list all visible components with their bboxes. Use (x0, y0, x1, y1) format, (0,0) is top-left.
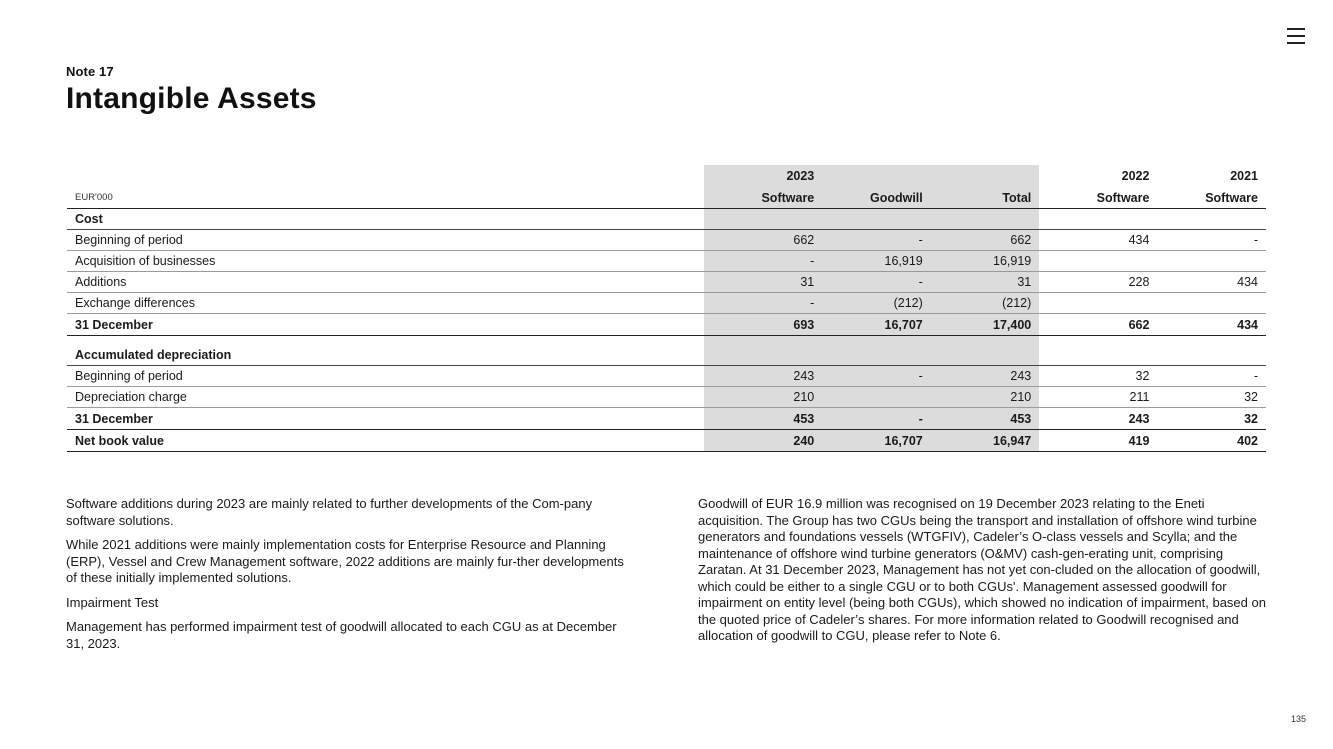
cell: - (704, 293, 822, 314)
cell: 434 (1039, 230, 1157, 251)
net-book-value-row (67, 430, 1266, 452)
row-label: Acquisition of businesses (67, 251, 704, 272)
cell: - (822, 408, 931, 430)
cell: (212) (822, 293, 931, 314)
cell: - (1157, 366, 1266, 387)
cell: - (822, 366, 931, 387)
column-header: Total (931, 187, 1040, 209)
cell: 211 (1039, 387, 1157, 408)
cell: 16,919 (822, 251, 931, 272)
column-header: Goodwill (822, 187, 931, 209)
hamburger-menu-icon[interactable] (1287, 27, 1305, 45)
cell: - (704, 251, 822, 272)
cell: 693 (704, 314, 822, 336)
cell: 210 (704, 387, 822, 408)
cell: 16,707 (822, 314, 931, 336)
table-row (67, 387, 1266, 408)
cell: 228 (1039, 272, 1157, 293)
note-label: Note 17 (66, 64, 114, 79)
paragraph: Goodwill of EUR 16.9 million was recognised on 19 December 2023 relating to the Eneti acquisition. The Group has two CGUs being the transport and installation of offshore wind turbine generators and foundations vessels (WTGFIV), Cadeler’s O-class vessels and Scylla; and the maintenance of offshore wind turbine generators (O&MV) cash-gen-erating unit, comprising Zaratan. At 31 December 2023, Management has not yet con-cluded on the allocation of goodwill, which could be either to a single CGU or to both CGUs'. Management assessed goodwill for impairment on entity level (being both CGUs), which showed no indication of impairment, based on the quoted price of Cadeler’s shares. For more information related to Goodwill recognised and allocation of goodwill to CGU, please refer to Note 6. (698, 496, 1266, 643)
row-label: Depreciation charge (67, 387, 704, 408)
cell (822, 387, 931, 408)
cell: 32 (1039, 366, 1157, 387)
total-row-depreciation (67, 408, 1266, 430)
right-text-column (698, 496, 1268, 653)
year-2022: 2022 (1121, 169, 1150, 183)
cell: 31 (704, 272, 822, 293)
column-header-row (67, 187, 1266, 209)
menu-bar (1287, 35, 1305, 37)
cell: 32 (1157, 408, 1266, 430)
subheading-impairment-test: Impairment Test (66, 594, 159, 610)
paragraph: Software additions during 2023 are mainly related to further developments of the Com-pany software solutions. (66, 496, 593, 528)
empty-cell (67, 165, 704, 187)
section-label: Accumulated depreciation (67, 345, 704, 366)
cell: 243 (704, 366, 822, 387)
left-text-column (66, 496, 628, 660)
row-label: Additions (67, 272, 704, 293)
cell: (212) (931, 293, 1040, 314)
cell (1157, 293, 1266, 314)
row-label: Beginning of period (67, 366, 704, 387)
cell: - (1157, 230, 1266, 251)
cell (1039, 293, 1157, 314)
cell: 16,919 (931, 251, 1040, 272)
section-header-accumulated-depreciation (67, 345, 1266, 366)
cell: 662 (1039, 314, 1157, 336)
page-title: Intangible Assets (66, 82, 317, 115)
spacer-row (67, 336, 1266, 346)
cell: 662 (931, 230, 1040, 251)
cell: 402 (1157, 430, 1266, 452)
section-header-cost (67, 209, 1266, 230)
cell: 434 (1157, 272, 1266, 293)
cell: 419 (1039, 430, 1157, 452)
page-number: 135 (1291, 714, 1307, 724)
row-label: Exchange differences (67, 293, 704, 314)
row-label: Net book value (67, 430, 704, 452)
menu-bar (1287, 42, 1305, 44)
menu-bar (1287, 28, 1305, 30)
table-row (67, 251, 1266, 272)
row-label: 31 December (67, 314, 704, 336)
year-2021: 2021 (1230, 169, 1258, 183)
cell (1039, 251, 1157, 272)
year-header-row (67, 165, 1266, 187)
column-header: Software (1157, 187, 1266, 209)
cell: 453 (704, 408, 822, 430)
intangible-assets-table (67, 165, 1266, 452)
cell: 16,707 (822, 430, 931, 452)
cell: 453 (931, 408, 1040, 430)
paragraph: Management has performed impairment test of goodwill allocated to each CGU as at December 31, 2023. (66, 619, 617, 651)
empty-cell (931, 165, 1040, 187)
table-row (67, 366, 1266, 387)
table-row (67, 272, 1266, 293)
cell: 434 (1157, 314, 1266, 336)
row-label: Beginning of period (67, 230, 704, 251)
paragraph: While 2021 additions were mainly implementation costs for Enterprise Resource and Planning (ERP), Vessel and Crew Management software, 2022 additions are mainly fur-ther developments of these initially implemented solutions. (66, 537, 624, 585)
cell: 243 (931, 366, 1040, 387)
unit-label: EUR'000 (67, 187, 704, 209)
cell (1157, 251, 1266, 272)
section-label: Cost (67, 209, 704, 230)
year-2023: 2023 (704, 165, 822, 187)
column-header: Software (1039, 187, 1157, 209)
cell: 16,947 (931, 430, 1040, 452)
cell: 243 (1039, 408, 1157, 430)
table-row (67, 230, 1266, 251)
table-row (67, 293, 1266, 314)
cell: - (822, 230, 931, 251)
cell: 662 (704, 230, 822, 251)
row-label: 31 December (67, 408, 704, 430)
cell: 17,400 (931, 314, 1040, 336)
cell: 240 (704, 430, 822, 452)
empty-cell (822, 165, 931, 187)
cell: 210 (931, 387, 1040, 408)
column-header: Software (704, 187, 822, 209)
cell: - (822, 272, 931, 293)
cell: 32 (1157, 387, 1266, 408)
cell: 31 (931, 272, 1040, 293)
total-row-cost (67, 314, 1266, 336)
